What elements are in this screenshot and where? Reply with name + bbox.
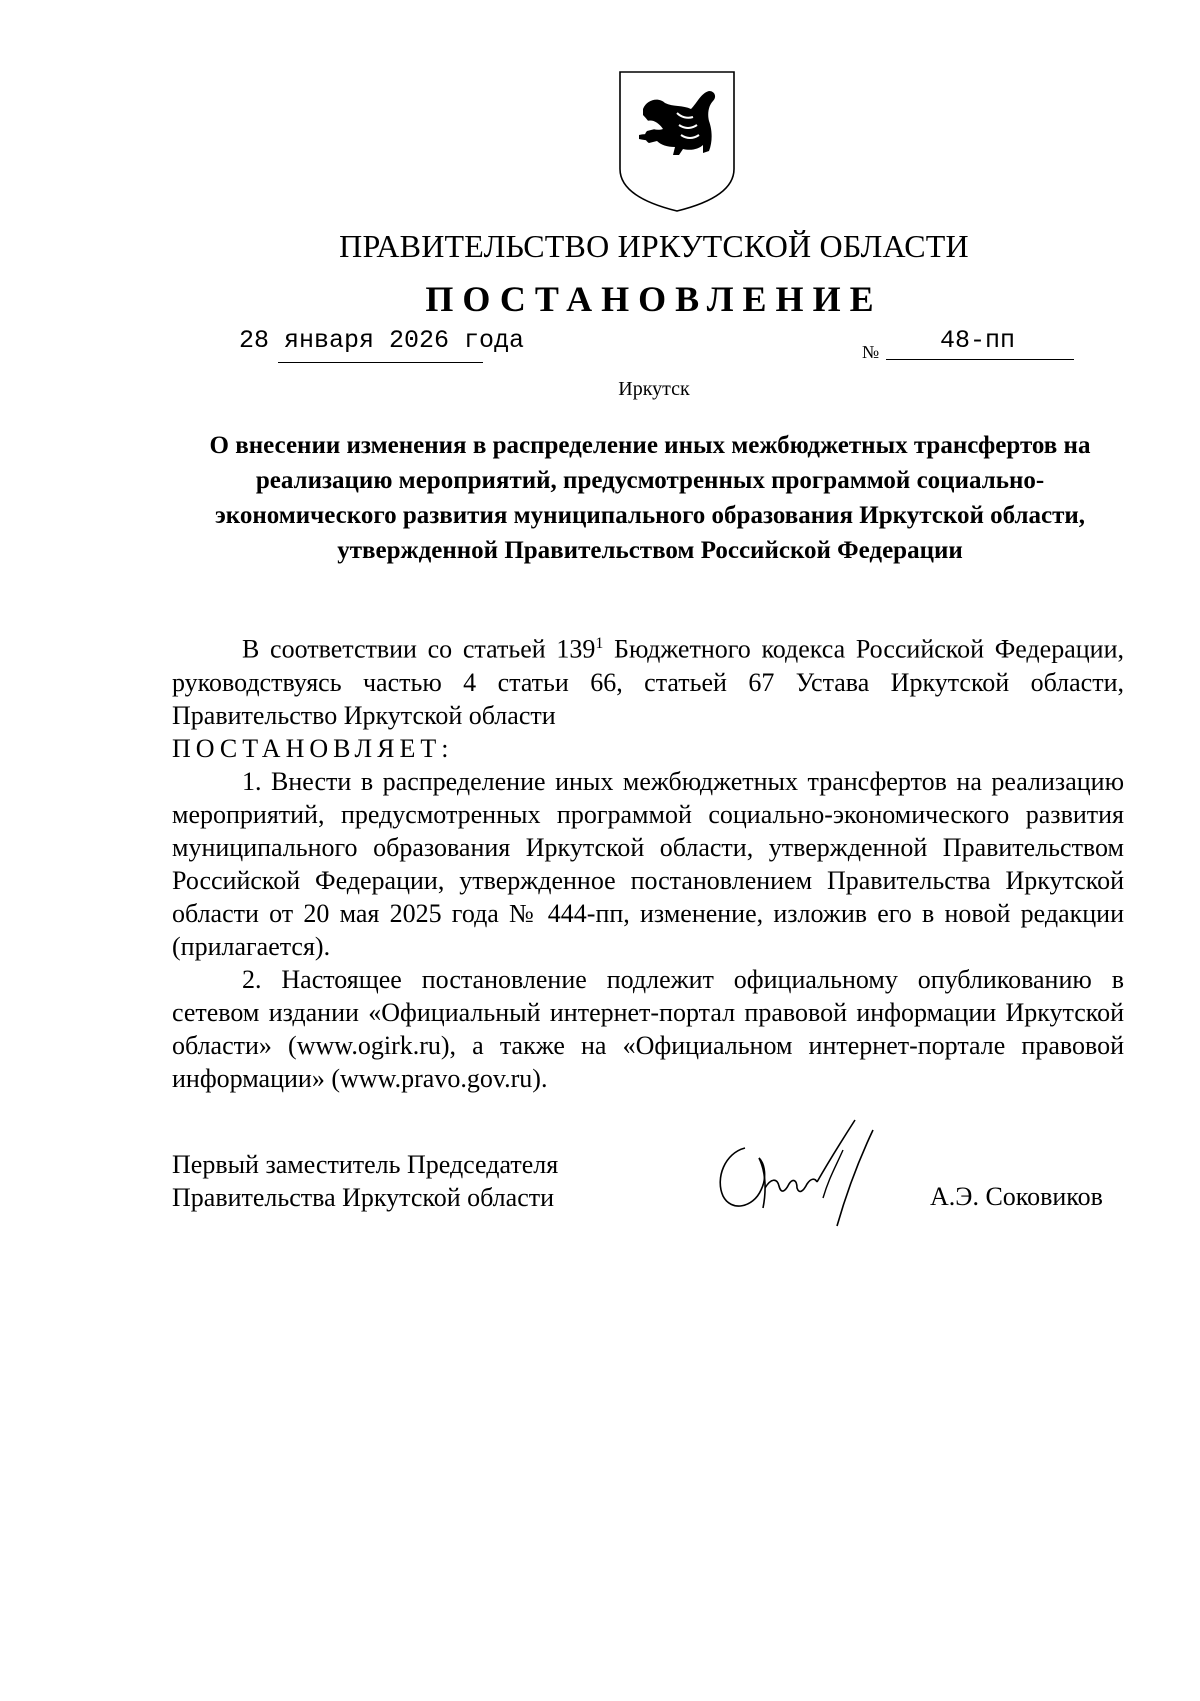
document-body <box>172 627 1124 1095</box>
organization-title: ПРАВИТЕЛЬСТВО ИРКУТСКОЙ ОБЛАСТИ <box>339 228 969 264</box>
signer-name: А.Э. Соковиков <box>930 1182 1103 1211</box>
signer-position <box>172 1148 558 1214</box>
number-underline <box>886 359 1074 360</box>
signer-position-line: Первый заместитель Председателя <box>172 1150 559 1179</box>
signer-position-line: Правительства Иркутской области <box>172 1183 555 1212</box>
list-item: 2. Настоящее постановление подлежит официальному опубликованию в сетевом издании «Официальный интернет-портал правовой информации Иркутской области» (www.ogirk.ru), а также на «Официальном интернет-портале правовой информации» (www.pravo.gov.ru). <box>172 964 1124 1093</box>
decree-word: ПОСТАНОВЛЯЕТ: <box>172 733 454 763</box>
article-superscript: 1 <box>595 635 604 652</box>
preamble-text-continued: Бюджетного кодекса Российской Федерации, руководствуясь частью 4 статьи 66, статьей 67 Устава Иркутской области, Правительство Иркутской области <box>172 634 1124 730</box>
coat-of-arms-icon <box>617 69 737 214</box>
list-item: 1. Внести в распределение иных межбюджетных трансфертов на реализацию мероприятий, предусмотренных программой социально-экономического развития муниципального образования Иркутской области, утвержденной Правительством Российской Федерации, утвержденное постановлением Правительства Иркутской области от 20 мая 2025 года № 444-пп, изменение, изложив его в новой редакции (прилагается). <box>172 766 1124 961</box>
document-date: 28 января 2026 года <box>239 326 525 355</box>
document-type-heading: ПОСТАНОВЛЕНИЕ <box>425 279 883 319</box>
number-sign: № <box>862 342 880 362</box>
date-underline <box>278 362 483 363</box>
preamble-text: В соответствии со статьей 139 <box>242 634 596 664</box>
handwritten-signature-icon <box>705 1108 905 1238</box>
document-title: О внесении изменения в распределение иных межбюджетных трансфертов на реализацию мероприятий, предусмотренных программой социально-экономического развития муниципального образования Иркутской области, утвержденной Правительством Российской Федерации <box>209 432 1091 564</box>
preamble <box>172 627 1124 732</box>
city: Иркутск <box>618 378 690 400</box>
document-number: 48-пп <box>940 326 1016 355</box>
